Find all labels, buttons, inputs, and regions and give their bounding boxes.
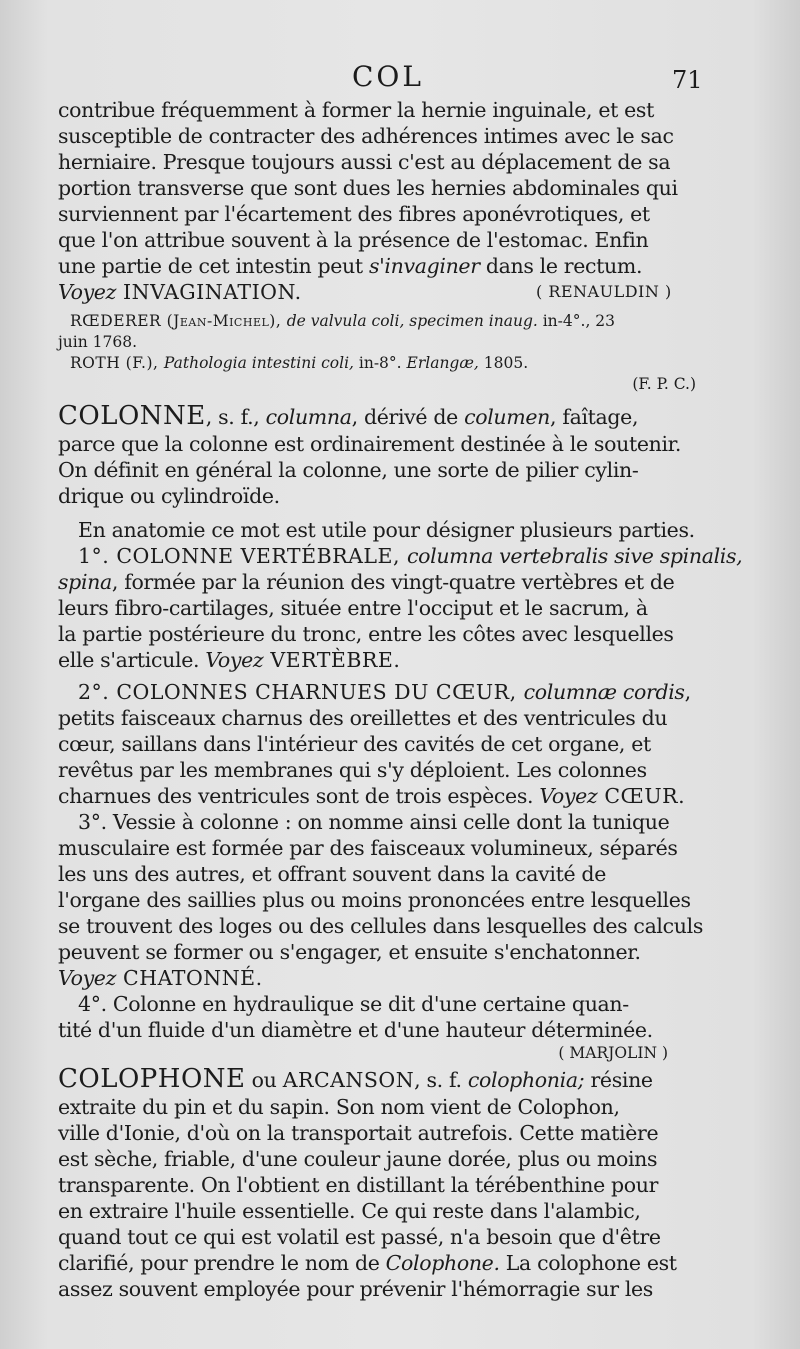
text-line: les uns des autres, et offrant souvent dans la cavité de: [58, 862, 606, 886]
text-line: Voyez INVAGINATION. ( RENAULDIN ): [58, 280, 672, 304]
text-line: petits faisceaux charnus des oreillettes et des ventricules du: [58, 706, 668, 730]
text-line: transparente. On l'obtient en distillant la térébenthine pour: [58, 1173, 659, 1197]
text-line: tité d'un fluide d'un diamètre et d'une hauteur déterminée.: [58, 1018, 653, 1042]
text-line: herniaire. Presque toujours aussi c'est au déplacement de sa: [58, 150, 671, 174]
text-line: portion transverse que sont dues les hernies abdominales qui: [58, 176, 678, 200]
colonne-entry: [58, 401, 743, 1064]
text-line: surviennent par l'écartement des fibres aponévrotiques, et: [58, 202, 650, 226]
text-line: elle s'articule. Voyez VERTÈBRE.: [58, 648, 401, 672]
running-head: COL: [352, 60, 424, 93]
text-line: cœur, saillans dans l'intérieur des cavités de cet organe, et: [58, 732, 651, 756]
text-line: charnues des ventricules sont de trois espèces. Voyez CŒUR.: [58, 784, 686, 808]
bibliography-item: RŒDERER (Jean-Michel), de valvula coli, specimen inaug. in-4°., 23: [70, 312, 616, 330]
text-line: est sèche, friable, d'une couleur jaune dorée, plus ou moins: [58, 1147, 658, 1171]
text-line: contribue fréquemment à former la hernie inguinale, et est: [58, 98, 654, 122]
text-line: l'organe des saillies plus ou moins prononcées entre lesquelles: [58, 888, 691, 912]
text-line: drique ou cylindroïde.: [58, 484, 280, 508]
bibliography-item-cont: juin 1768.: [58, 333, 138, 351]
text-line: revêtus par les membranes qui s'y déploient. Les colonnes: [58, 758, 647, 782]
entry-line: COLONNE, s. f., columna, dérivé de columen, faîtage,: [58, 401, 639, 431]
text-line: ville d'Ionie, d'où on la transportait autrefois. Cette matière: [58, 1121, 659, 1145]
text-line: une partie de cet intestin peut s'invaginer dans le rectum.: [58, 254, 643, 278]
text-line: extraite du pin et du sapin. Son nom vient de Colophon,: [58, 1095, 620, 1119]
text-line: 2°. COLONNES CHARNUES DU CŒUR, columnæ cordis,: [78, 680, 691, 704]
page-body: [58, 97, 743, 1302]
text-line: que l'on attribue souvent à la présence de l'estomac. Enfin: [58, 228, 649, 252]
text-line: assez souvent employée pour prévenir l'hémorragie sur les: [58, 1277, 653, 1301]
bibliography-item: ROTH (F.), Pathologia intestini coli, in-8°. Erlangæ, 1805.: [70, 354, 529, 372]
text-line: On définit en général la colonne, une sorte de pilier cylin-: [58, 458, 639, 482]
text-line: 3°. Vessie à colonne : on nomme ainsi celle dont la tunique: [78, 810, 670, 834]
text-line: leurs fibro-cartilages, située entre l'occiput et le sacrum, à: [58, 596, 648, 620]
entry-headword: COLONNE: [58, 401, 206, 431]
author-signature: (F. P. C.): [632, 375, 696, 393]
colophone-entry: [58, 1064, 698, 1302]
bibliography: [58, 311, 698, 395]
text-line: quand tout ce qui est volatil est passé, n'a besoin que d'être: [58, 1225, 661, 1249]
text-line: peuvent se former ou s'engager, et ensuite s'enchatonner.: [58, 940, 641, 964]
entry-headword: COLOPHONE: [58, 1064, 246, 1094]
text-line: se trouvent des loges ou des cellules dans lesquelles des calculs: [58, 914, 704, 938]
text-line: clarifié, pour prendre le nom de Colophone. La colophone est: [58, 1251, 677, 1275]
text-line: 1°. COLONNE VERTÉBRALE, columna vertebralis sive spinalis,: [78, 544, 743, 568]
author-signature: ( RENAULDIN ): [536, 282, 672, 301]
author-signature: ( MARJOLIN ): [558, 1044, 668, 1062]
colon-entry-continuation: [58, 97, 698, 305]
text-line: parce que la colonne est ordinairement destinée à le soutenir.: [58, 432, 682, 456]
text-line: la partie postérieure du tronc, entre les côtes avec lesquelles: [58, 622, 674, 646]
text-line: musculaire est formée par des faisceaux volumineux, séparés: [58, 836, 678, 860]
text-line: en extraire l'huile essentielle. Ce qui reste dans l'alambic,: [58, 1199, 641, 1223]
page-number: 71: [672, 66, 703, 94]
entry-line: COLOPHONE ou ARCANSON, s. f. colophonia; résine: [58, 1064, 653, 1094]
text-line: susceptible de contracter des adhérences intimes avec le sac: [58, 124, 674, 148]
text-line: En anatomie ce mot est utile pour désigner plusieurs parties.: [78, 518, 695, 542]
text-line: 4°. Colonne en hydraulique se dit d'une certaine quan-: [78, 992, 629, 1016]
page-header: [0, 58, 800, 98]
text-line: Voyez CHATONNÉ.: [58, 966, 263, 990]
text-line: spina, formée par la réunion des vingt-quatre vertèbres et de: [58, 570, 675, 594]
